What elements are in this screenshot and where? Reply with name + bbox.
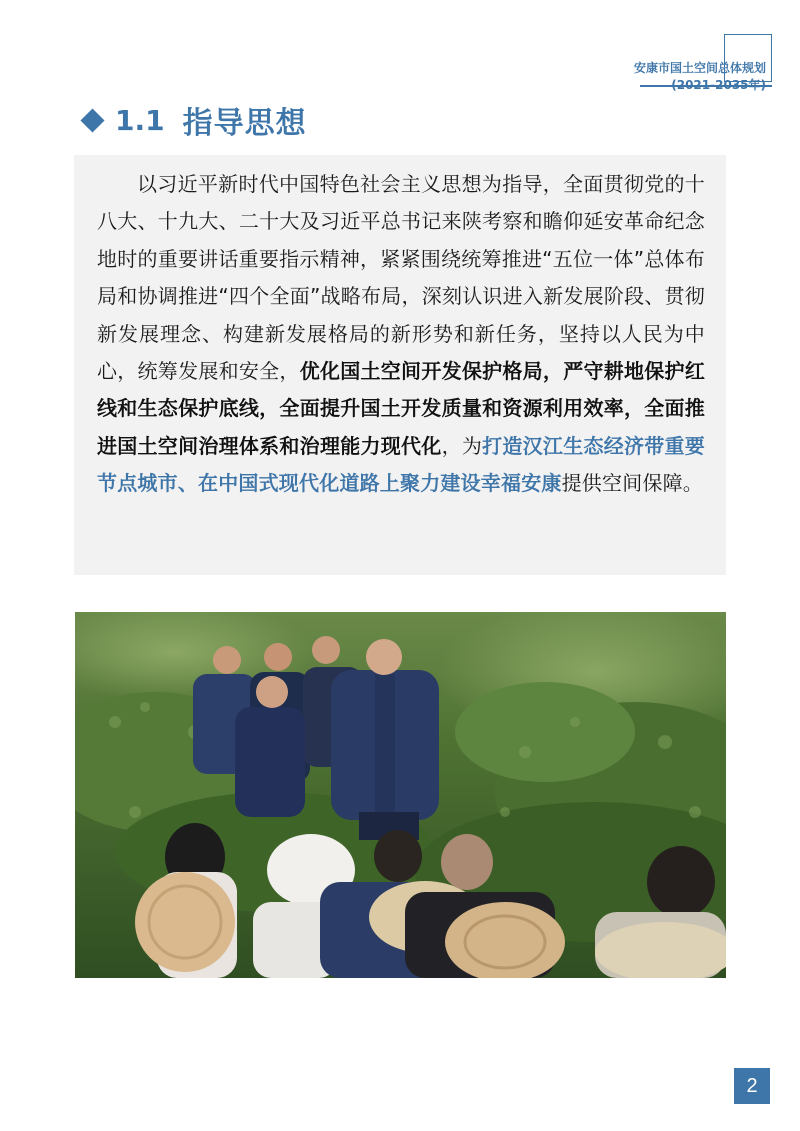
diamond-bullet-icon (80, 108, 104, 132)
document-title-line2: (2021-2035年) (671, 78, 766, 92)
section-heading (80, 100, 307, 140)
tea-garden-photo-illustration (75, 612, 726, 978)
document-title (466, 60, 766, 94)
paragraph-text-bold: 优化国土空间开发保护格局，严守耕地保护红线和生态保护底线，全面提升国土开发质量和资源利用效率，全面推进国土空间治理体系和治理能力现代化 (97, 359, 706, 458)
paragraph-text-highlight: 打造汉江生态经济带重要节点城市、在中国式现代化道路上聚力建设幸福安康 (97, 433, 706, 496)
paragraph-text-connector: ，为 (441, 433, 483, 458)
paragraph-text-ending: 提供空间保障。 (561, 471, 704, 496)
paragraph-text-intro: 以习近平新时代中国特色社会主义思想为指导，全面贯彻党的十八大、十九大、二十大及习近平总书记来陕考察和瞻仰延安革命纪念地时的重要讲话重要指示精神，紧紧围绕统筹推进“五位一体”总体布局和协调推进“四个全面”战略布局，深刻认识进入新发展阶段、贯彻新发展理念、构建新发展格局的新形势和新任务，坚持以人民为中心，统筹发展和安全， (97, 172, 705, 384)
section-number: 1.1 (115, 103, 165, 137)
section-title: 指导思想 (182, 106, 307, 141)
page-number: 2 (734, 1068, 770, 1104)
guiding-ideology-paragraph (97, 166, 705, 503)
tea-garden-photo (75, 612, 726, 978)
document-title-line1: 安康市国土空间总体规划 (633, 61, 766, 75)
